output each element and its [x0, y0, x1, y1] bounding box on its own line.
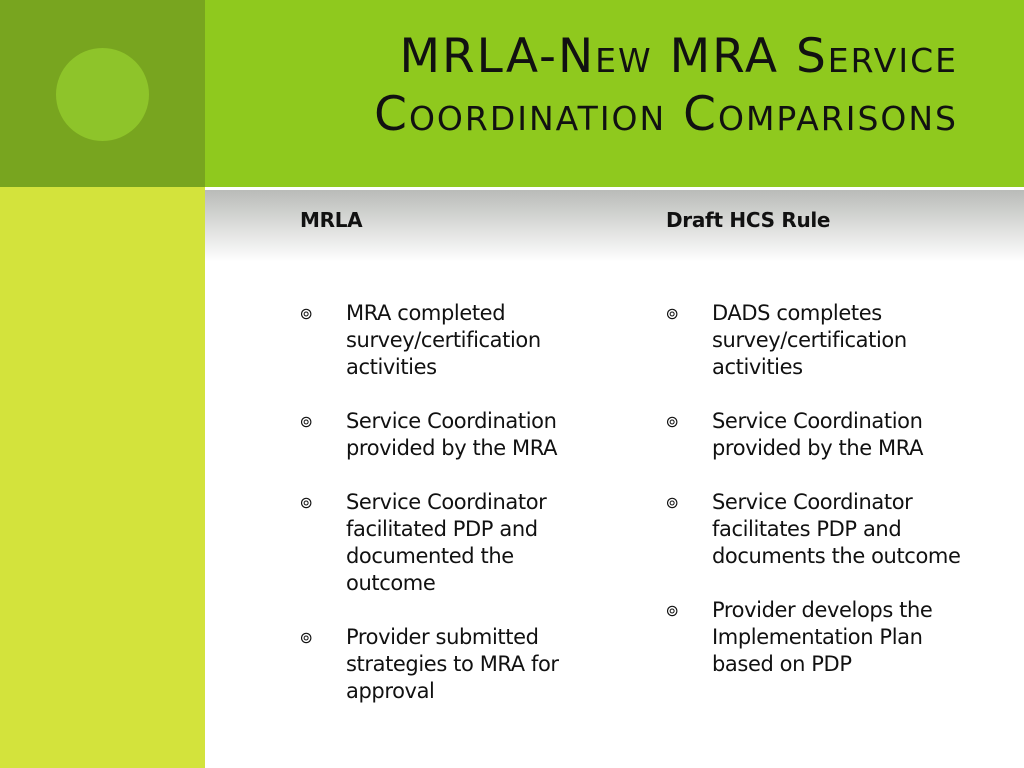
- sidebar-bottom-block: [0, 187, 205, 768]
- list-item-text: Service Coordination provided by the MRA: [712, 409, 924, 460]
- list-item: [662, 489, 992, 570]
- circled-dot-icon: ⊚: [665, 304, 679, 323]
- list-item: [296, 300, 626, 381]
- column-heading-draft-hcs-rule: Draft HCS Rule: [666, 208, 831, 232]
- list-item: [662, 300, 992, 381]
- draft-hcs-rule-bullet-list: [662, 300, 992, 705]
- list-item: [296, 408, 626, 462]
- list-item-text: DADS completes survey/certification activities: [712, 301, 907, 379]
- list-item-text: Service Coordination provided by the MRA: [346, 409, 558, 460]
- list-item: [662, 597, 992, 678]
- list-item-text: Provider develops the Implementation Plan based on PDP: [712, 598, 933, 676]
- circled-dot-icon: ⊚: [299, 493, 313, 512]
- circled-dot-icon: ⊚: [299, 412, 313, 431]
- list-item-text: MRA completed survey/certification activities: [346, 301, 541, 379]
- decorative-circle: [56, 48, 149, 141]
- list-item: [296, 489, 626, 597]
- circled-dot-icon: ⊚: [299, 628, 313, 647]
- circled-dot-icon: ⊚: [665, 601, 679, 620]
- mrla-bullet-list: [296, 300, 626, 732]
- list-item: [662, 408, 992, 462]
- list-item-text: Service Coordinator facilitates PDP and documents the outcome: [712, 490, 961, 568]
- circled-dot-icon: ⊚: [665, 493, 679, 512]
- circled-dot-icon: ⊚: [665, 412, 679, 431]
- list-item: [296, 624, 626, 705]
- slide-title: MRLA-New MRA Service Coordination Comparisons: [374, 29, 958, 142]
- list-item-text: Provider submitted strategies to MRA for approval: [346, 625, 559, 703]
- list-item-text: Service Coordinator facilitated PDP and documented the outcome: [346, 490, 547, 595]
- sidebar-top-block: [0, 0, 205, 187]
- column-heading-mrla: MRLA: [300, 208, 363, 232]
- circled-dot-icon: ⊚: [299, 304, 313, 323]
